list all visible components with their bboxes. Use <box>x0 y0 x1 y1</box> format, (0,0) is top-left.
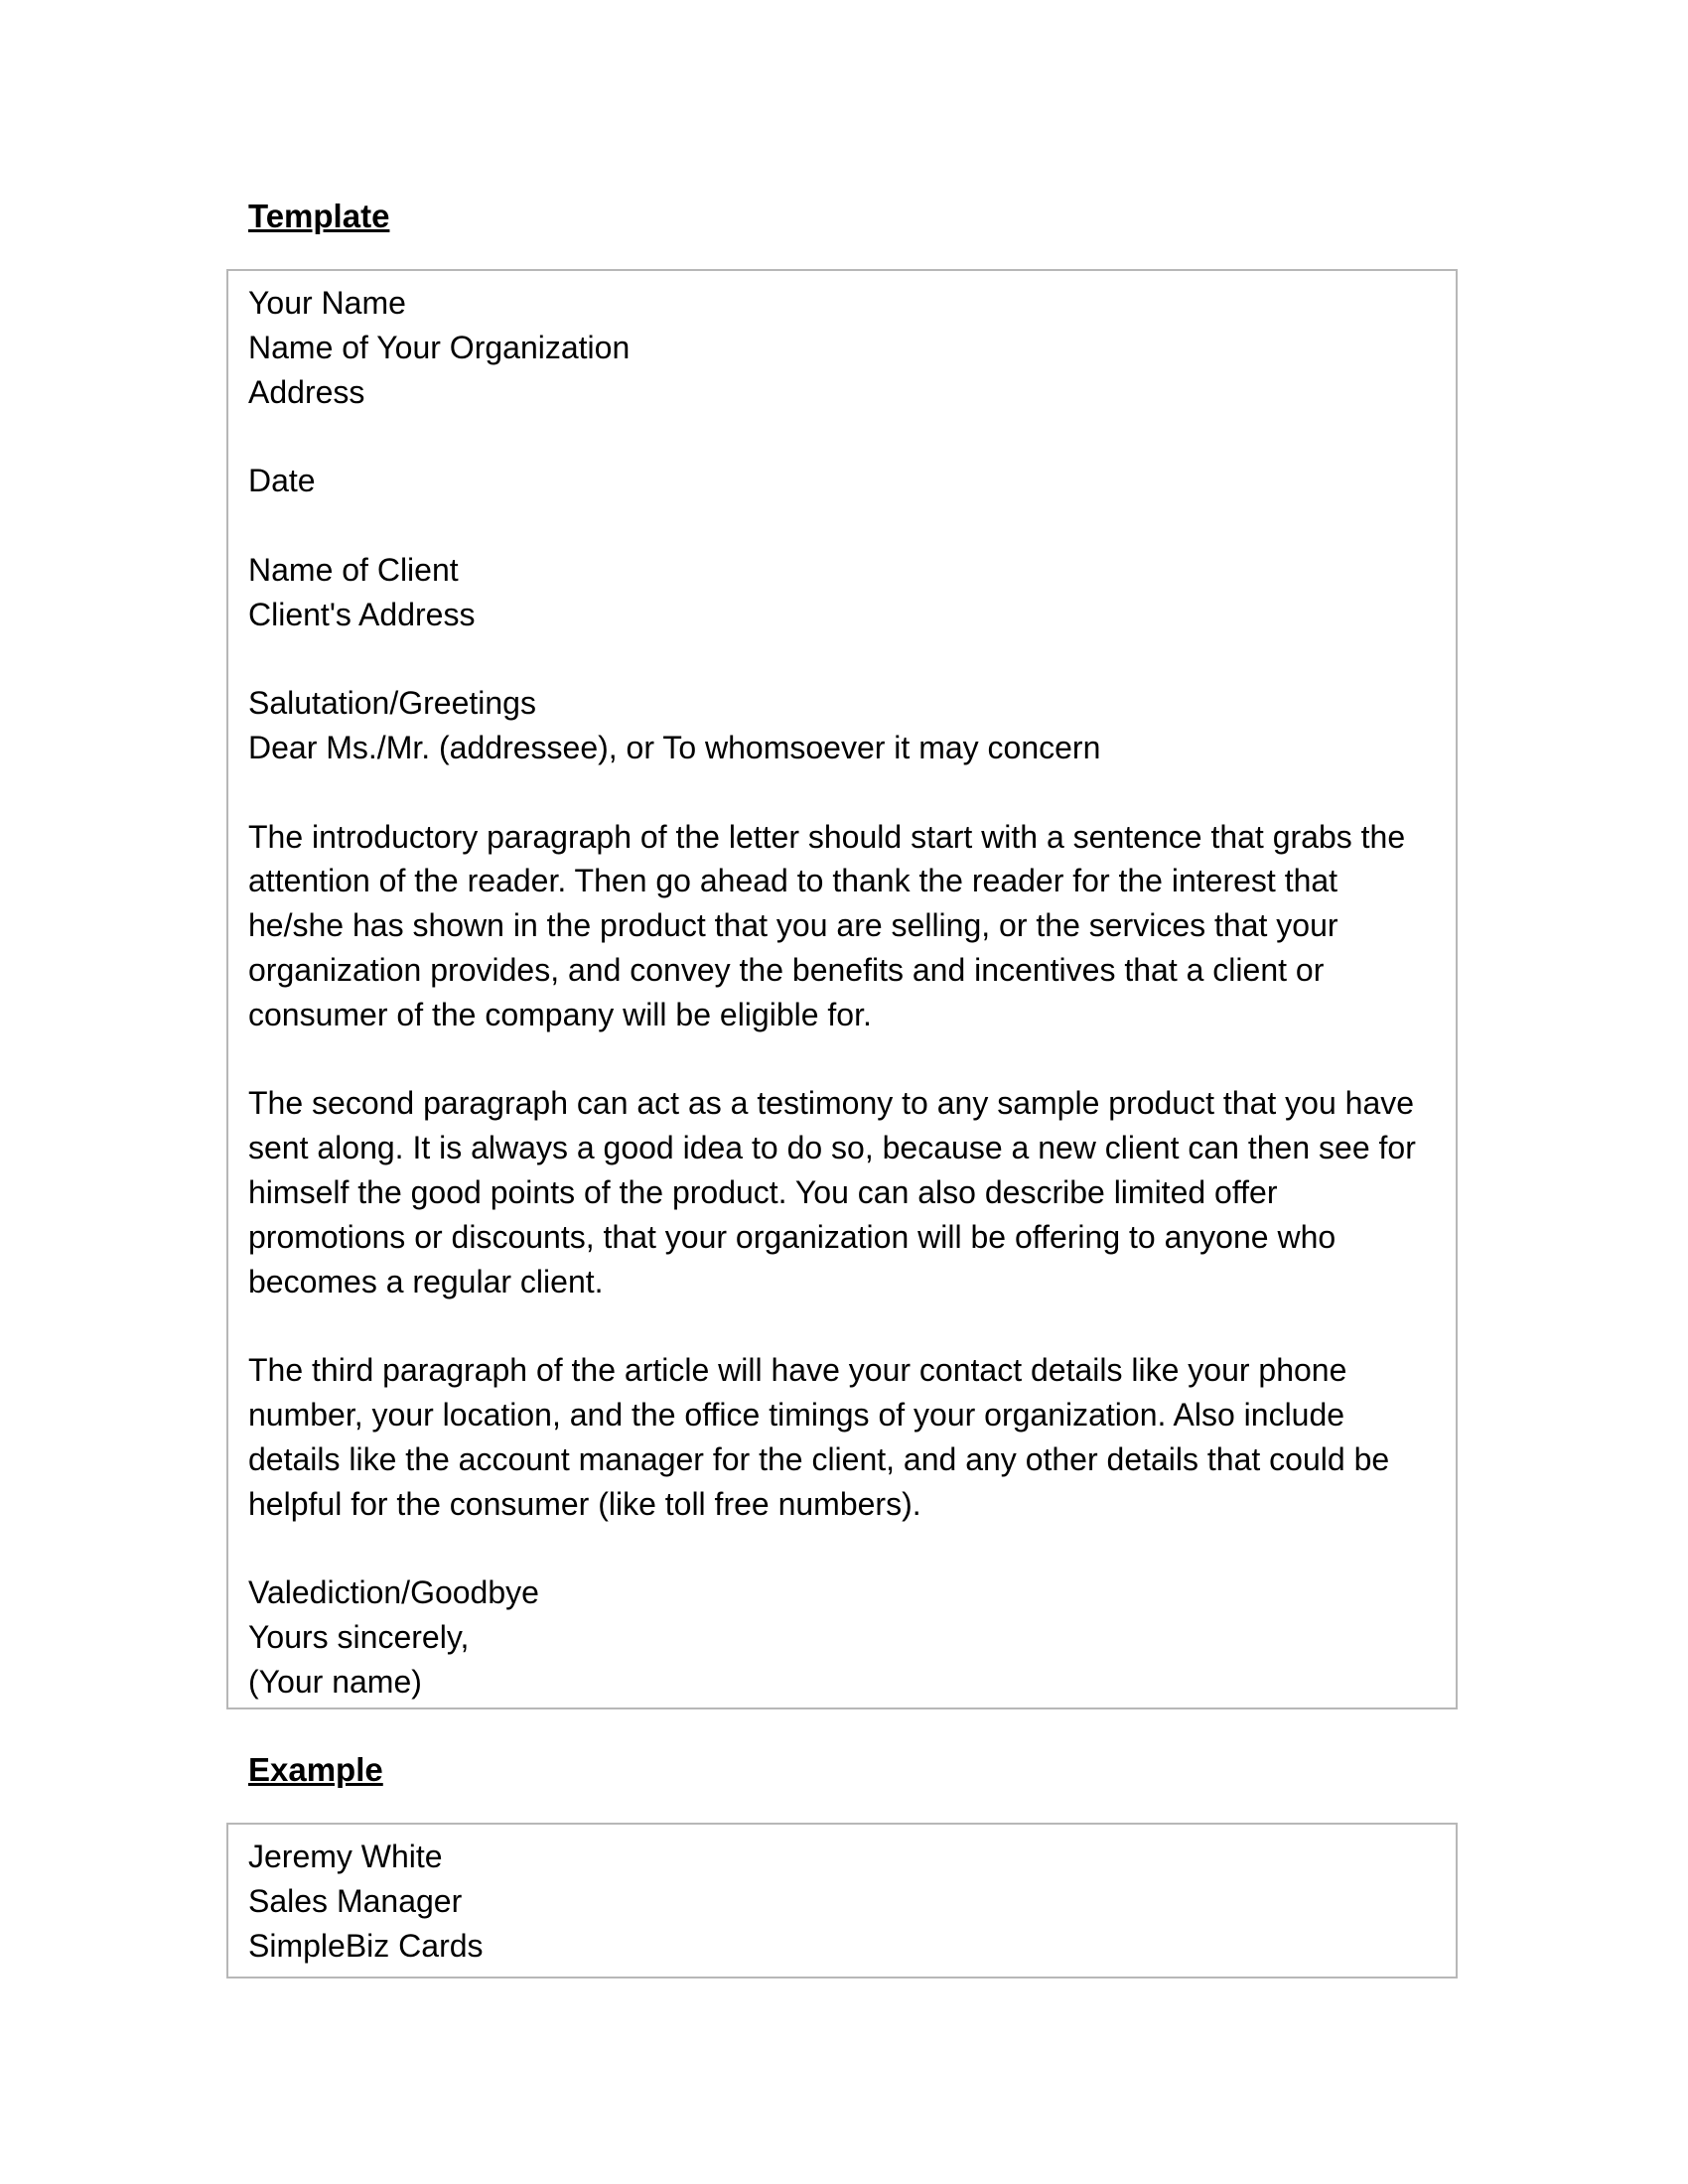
intro-paragraph: The introductory paragraph of the letter should start with a sentence that grabs the attention of the reader. Then go ahead to thank the reader for the interest that he/she has shown in the product that you are selling, or the services that your organization provides, and convey the benefits and incentives that a client or consumer of the company will be eligible for. <box>248 818 1406 1032</box>
valediction-label: Valediction/Goodbye <box>248 1574 539 1611</box>
salutation-text: Dear Ms./Mr. (addressee), or To whomsoever it may concern <box>248 729 1101 765</box>
spacer <box>248 636 1436 681</box>
sender-address: Address <box>248 373 365 410</box>
recipient-name: Name of Client <box>248 551 459 588</box>
template-box <box>226 269 1458 1709</box>
template-heading: Template <box>248 198 390 234</box>
valediction-signature: (Your name) <box>248 1663 422 1700</box>
valediction-closing: Yours sincerely, <box>248 1618 470 1655</box>
third-paragraph: The third paragraph of the article will have your contact details like your phone number, your location, and the office timings of your organization. Also include details like the account manager for the client, and any other details that could be helpful for the consumer (like toll free numbers). <box>248 1352 1390 1522</box>
example-sender-company: SimpleBiz Cards <box>248 1927 484 1964</box>
spacer <box>248 1303 1436 1348</box>
spacer <box>248 1526 1436 1570</box>
spacer <box>248 414 1436 459</box>
letter-date: Date <box>248 463 316 499</box>
second-paragraph: The second paragraph can act as a testimony to any sample product that you have sent along. It is always a good idea to do so, because a new client can then see for himself the good points of the product. You can also describe limited offer promotions or discounts, that your organization will be offering to anyone who becomes a regular client. <box>248 1085 1416 1299</box>
spacer <box>248 1037 1436 1082</box>
example-sender-title: Sales Manager <box>248 1882 463 1919</box>
example-box <box>226 1823 1458 1979</box>
example-heading: Example <box>248 1751 383 1788</box>
recipient-address: Client's Address <box>248 596 476 632</box>
sender-organization: Name of Your Organization <box>248 329 631 365</box>
spacer <box>248 503 1436 548</box>
example-sender-name: Jeremy White <box>248 1839 443 1874</box>
sender-name: Your Name <box>248 285 406 321</box>
salutation-label: Salutation/Greetings <box>248 685 536 722</box>
spacer <box>248 770 1436 815</box>
